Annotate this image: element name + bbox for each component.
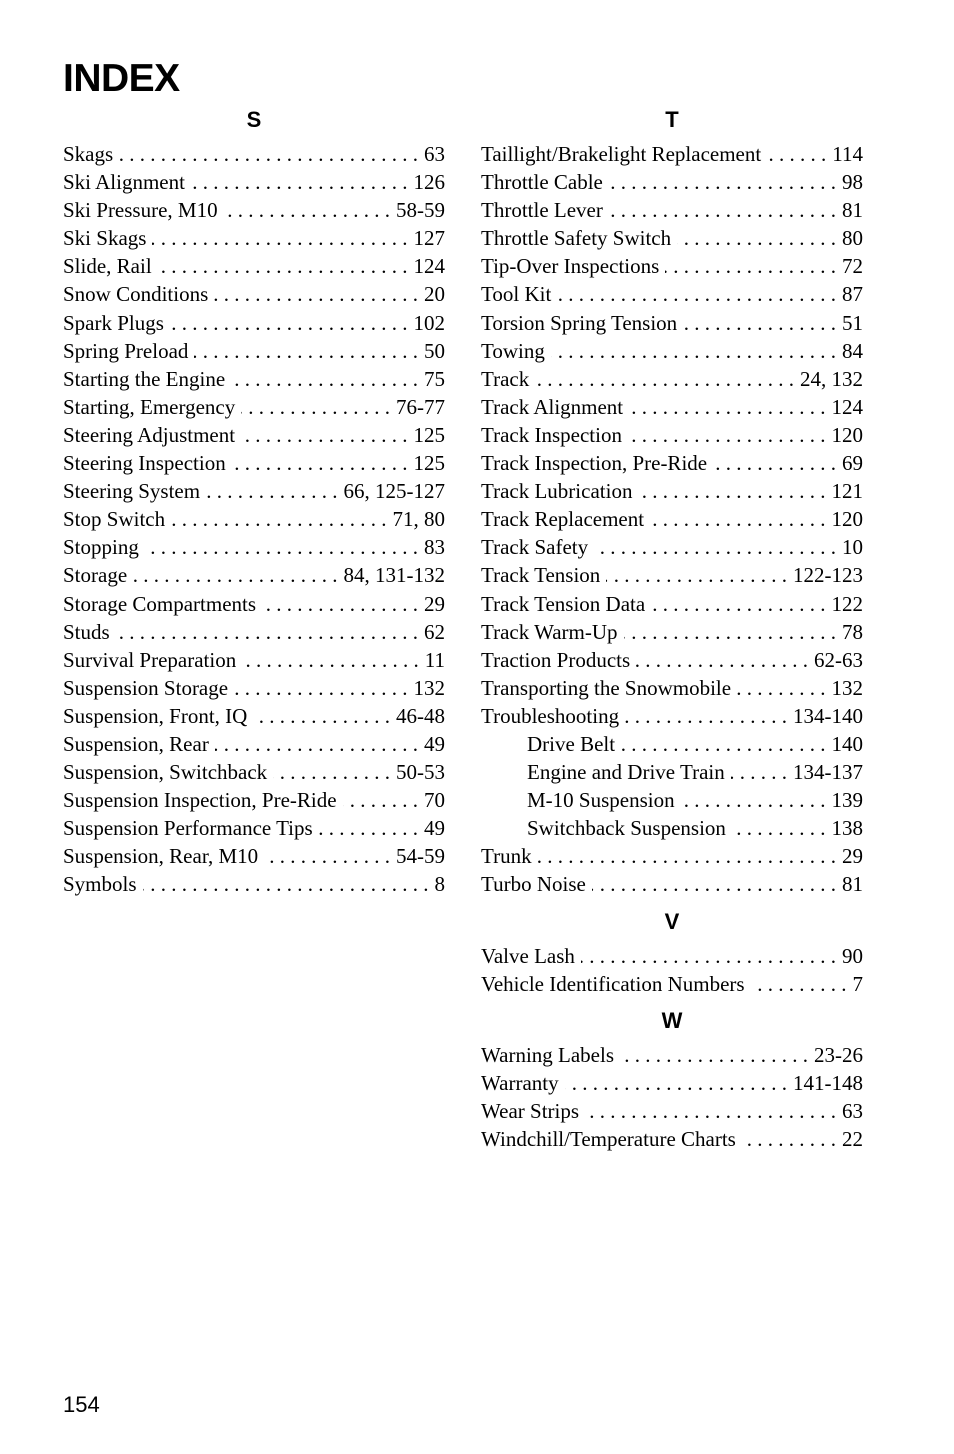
entry-page-numbers: 11 (424, 647, 445, 672)
dot-leader (143, 870, 429, 898)
index-entry (481, 970, 863, 998)
entry-term: Tool Kit (481, 282, 552, 307)
dot-leader (594, 533, 836, 561)
entry-term: Towing (481, 338, 545, 363)
dot-leader (620, 1041, 808, 1069)
index-entry (481, 561, 863, 589)
dot-leader (158, 252, 408, 280)
entry-term: Traction Products (481, 647, 631, 672)
dot-leader (224, 196, 390, 224)
entry-page-numbers: 54-59 (396, 844, 445, 869)
dot-leader (538, 842, 836, 870)
dot-leader (145, 533, 418, 561)
index-entry (63, 842, 445, 870)
entry-page-numbers: 50 (424, 338, 445, 363)
entry-page-numbers: 63 (424, 142, 445, 166)
entry-page-numbers: 120 (831, 422, 863, 447)
entry-term: Ski Pressure, M10 (63, 198, 218, 223)
index-entry (481, 533, 863, 561)
dot-leader (319, 814, 418, 842)
entry-page-numbers: 102 (413, 310, 445, 335)
entry-term: Track Replacement (481, 507, 645, 532)
entry-page-numbers: 127 (413, 226, 445, 251)
page-number: 154 (63, 1392, 100, 1417)
entry-page-numbers: 49 (424, 731, 445, 756)
dot-leader (767, 140, 826, 168)
entry-page-numbers: 121 (831, 479, 863, 504)
entry-term: Survival Preparation (63, 647, 237, 672)
entry-page-numbers: 29 (424, 591, 445, 616)
entry-term: Taillight/Brakelight Replacement (481, 142, 762, 166)
index-entry (481, 942, 863, 970)
index-section (481, 106, 863, 899)
entry-term: Vehicle Identification Numbers (481, 971, 745, 996)
dot-leader (629, 393, 825, 421)
dot-leader (194, 337, 418, 365)
index-entry (481, 1097, 863, 1125)
entry-page-numbers: 140 (831, 731, 863, 756)
dot-leader (232, 449, 408, 477)
entry-term: Ski Skags (63, 226, 147, 251)
entry-term: Windchill/Temperature Charts (481, 1127, 736, 1151)
entry-page-numbers: 24, 132 (800, 366, 863, 391)
entry-page-numbers: 62-63 (814, 647, 863, 672)
entry-page-numbers: 22 (842, 1127, 863, 1151)
entry-term: Steering Inspection (63, 451, 226, 476)
dot-leader (535, 365, 794, 393)
entry-term: Suspension Performance Tips (63, 816, 313, 841)
index-entry (481, 252, 863, 280)
index-section (481, 908, 863, 998)
dot-leader (621, 730, 825, 758)
index-entry (481, 224, 863, 252)
entry-term: Stop Switch (63, 507, 166, 532)
entry-page-numbers: 62 (424, 619, 445, 644)
dot-leader (581, 942, 836, 970)
entry-term: Track Tension Data (481, 591, 646, 616)
dot-leader (119, 140, 418, 168)
entry-term: Track Inspection (481, 422, 622, 447)
entry-term: Warranty (481, 1070, 559, 1095)
index-entry (481, 168, 863, 196)
dot-leader (191, 168, 408, 196)
entry-term: Skags (63, 142, 114, 166)
dot-leader (241, 421, 407, 449)
entry-page-numbers: 81 (842, 872, 863, 897)
entry-page-numbers: 70 (424, 788, 445, 813)
entry-term: Studs (63, 619, 110, 644)
entry-page-numbers: 83 (424, 535, 445, 560)
entry-term: Throttle Lever (481, 198, 603, 223)
entry-term: Steering Adjustment (63, 422, 236, 447)
index-subentry (481, 786, 863, 814)
index-entry (481, 196, 863, 224)
dot-leader (152, 224, 407, 252)
entry-page-numbers: 125 (413, 451, 445, 476)
dot-leader (241, 393, 390, 421)
entry-term: Track Lubrication (481, 479, 633, 504)
dot-leader (264, 842, 390, 870)
index-entry (63, 337, 445, 365)
entry-page-numbers: 98 (842, 170, 863, 195)
entry-page-numbers: 50-53 (396, 760, 445, 785)
dot-leader (551, 337, 836, 365)
index-column-left (63, 106, 445, 899)
index-entry (481, 505, 863, 533)
entry-page-numbers: 84, 131-132 (343, 563, 445, 588)
dot-leader (624, 618, 836, 646)
dot-leader (650, 505, 825, 533)
index-entry (63, 365, 445, 393)
index-subentry (481, 814, 863, 842)
entry-page-numbers: 84 (842, 338, 863, 363)
index-entry (481, 309, 863, 337)
entry-page-numbers: 124 (831, 394, 863, 419)
entry-page-numbers: 114 (832, 142, 863, 166)
dot-leader (628, 421, 826, 449)
entry-term: Suspension Inspection, Pre-Ride (63, 788, 337, 813)
entry-page-numbers: 120 (831, 507, 863, 532)
index-entry (481, 1069, 863, 1097)
dot-leader (585, 1097, 836, 1125)
dot-leader (651, 590, 825, 618)
entry-term: Storage (63, 563, 128, 588)
entry-term: M-10 Suspension (527, 788, 675, 813)
index-entry (63, 196, 445, 224)
dot-leader (133, 561, 337, 589)
index-entry (481, 477, 863, 505)
entry-term: Suspension, Front, IQ (63, 703, 248, 728)
entry-page-numbers: 46-48 (396, 703, 445, 728)
entry-term: Engine and Drive Train (527, 760, 725, 785)
section-letter-heading: W (661, 1007, 683, 1033)
dot-leader (638, 477, 825, 505)
index-entry (63, 674, 445, 702)
entry-page-numbers: 125 (413, 422, 445, 447)
index-entry (63, 618, 445, 646)
entry-page-numbers: 126 (413, 170, 445, 195)
index-entry (63, 870, 445, 898)
dot-leader (665, 252, 836, 280)
entry-term: Starting the Engine (63, 366, 226, 391)
index-entry (481, 421, 863, 449)
index-entry (481, 449, 863, 477)
dot-leader (206, 477, 337, 505)
entry-term: Turbo Noise (481, 872, 586, 897)
entry-term: Track Safety (481, 535, 589, 560)
entry-page-numbers: 134-137 (793, 760, 863, 785)
entry-term: Suspension, Rear, M10 (63, 844, 259, 869)
page-title: INDEX (63, 57, 180, 100)
index-entry (63, 421, 445, 449)
index-entry (63, 280, 445, 308)
entry-term: Trunk (481, 844, 532, 869)
entry-term: Suspension, Switchback (63, 760, 268, 785)
index-entry (481, 337, 863, 365)
entry-term: Snow Conditions (63, 282, 209, 307)
index-entry (63, 168, 445, 196)
entry-term: Torsion Spring Tension (481, 310, 678, 335)
dot-leader (565, 1069, 787, 1097)
dot-leader (677, 224, 836, 252)
index-entry (63, 477, 445, 505)
dot-leader (609, 196, 836, 224)
dot-leader (737, 674, 825, 702)
section-letter-heading: V (664, 908, 680, 934)
entry-term: Throttle Safety Switch (481, 226, 672, 251)
dot-leader (171, 505, 386, 533)
entry-term: Wear Strips (481, 1098, 580, 1123)
dot-leader (732, 814, 826, 842)
entry-term: Ski Alignment (63, 170, 185, 195)
entry-page-numbers: 69 (842, 451, 863, 476)
entry-term: Troubleshooting (481, 703, 620, 728)
entry-page-numbers: 141-148 (793, 1070, 863, 1095)
entry-term: Valve Lash (481, 943, 575, 968)
index-subentry (481, 730, 863, 758)
index-entry (63, 309, 445, 337)
dot-leader (681, 786, 826, 814)
index-entry (481, 674, 863, 702)
entry-page-numbers: 78 (842, 619, 863, 644)
index-entry (481, 393, 863, 421)
index-section (481, 1007, 863, 1153)
dot-leader (751, 970, 847, 998)
dot-leader (253, 702, 390, 730)
dot-leader (609, 168, 836, 196)
entry-term: Tip-Over Inspections (481, 254, 660, 279)
dot-leader (242, 646, 419, 674)
dot-leader (557, 280, 836, 308)
entry-page-numbers: 7 (852, 971, 863, 996)
index-entry (481, 590, 863, 618)
entry-term: Slide, Rail (63, 254, 152, 279)
index-subentry (481, 758, 863, 786)
entry-term: Spark Plugs (63, 310, 164, 335)
entry-page-numbers: 132 (413, 675, 445, 700)
entry-page-numbers: 29 (842, 844, 863, 869)
dot-leader (116, 618, 418, 646)
index-entry (481, 365, 863, 393)
index-entry (63, 702, 445, 730)
dot-leader (273, 758, 390, 786)
entry-term: Transporting the Snowmobile (481, 675, 732, 700)
index-entry (481, 618, 863, 646)
entry-page-numbers: 81 (842, 198, 863, 223)
entry-term: Stopping (63, 535, 139, 560)
entry-term: Track Warm-Up (481, 619, 618, 644)
entry-page-numbers: 51 (842, 310, 863, 335)
index-entry (63, 533, 445, 561)
index-entry (63, 140, 445, 168)
dot-leader (214, 280, 418, 308)
entry-page-numbers: 20 (424, 282, 445, 307)
entry-page-numbers: 23-26 (814, 1042, 863, 1067)
entry-term: Starting, Emergency (63, 394, 236, 419)
entry-page-numbers: 122 (831, 591, 863, 616)
entry-term: Suspension, Rear (63, 731, 209, 756)
entry-page-numbers: 49 (424, 816, 445, 841)
entry-term: Switchback Suspension (527, 816, 726, 841)
entry-term: Spring Preload (63, 338, 189, 363)
dot-leader (713, 449, 836, 477)
dot-leader (625, 702, 787, 730)
index-entry (63, 786, 445, 814)
entry-term: Drive Belt (527, 731, 616, 756)
entry-page-numbers: 124 (413, 254, 445, 279)
entry-page-numbers: 66, 125-127 (343, 479, 445, 504)
index-entry (63, 252, 445, 280)
entry-page-numbers: 132 (831, 675, 863, 700)
index-entry (481, 646, 863, 674)
index-entry (63, 758, 445, 786)
index-entry (481, 702, 863, 730)
dot-leader (731, 758, 787, 786)
index-entry (481, 1041, 863, 1069)
index-entry (63, 646, 445, 674)
dot-leader (636, 646, 808, 674)
index-entry (63, 505, 445, 533)
entry-term: Symbols (63, 872, 137, 897)
dot-leader (215, 730, 418, 758)
index-entry (63, 561, 445, 589)
entry-page-numbers: 80 (842, 226, 863, 251)
dot-leader (592, 870, 836, 898)
dot-leader (343, 786, 418, 814)
dot-leader (742, 1125, 836, 1153)
index-entry (63, 590, 445, 618)
dot-leader (231, 365, 418, 393)
section-letter-heading: S (246, 107, 262, 132)
index-entry (63, 393, 445, 421)
section-letter-heading: T (665, 107, 679, 132)
dot-leader (683, 309, 836, 337)
entry-term: Throttle Cable (481, 170, 603, 195)
entry-page-numbers: 75 (424, 366, 445, 391)
index-entry (481, 870, 863, 898)
entry-term: Track Alignment (481, 394, 624, 419)
index-entry (481, 1125, 863, 1153)
entry-page-numbers: 10 (842, 535, 863, 560)
index-entry (481, 280, 863, 308)
entry-term: Steering System (63, 479, 201, 504)
entry-page-numbers: 72 (842, 254, 863, 279)
entry-term: Suspension Storage (63, 675, 229, 700)
entry-page-numbers: 8 (434, 872, 445, 897)
dot-leader (170, 309, 408, 337)
index-entry (63, 449, 445, 477)
entry-page-numbers: 134-140 (793, 703, 863, 728)
entry-page-numbers: 87 (842, 282, 863, 307)
entry-page-numbers: 138 (831, 816, 863, 841)
entry-term: Track (481, 366, 530, 391)
index-entry (481, 842, 863, 870)
entry-term: Storage Compartments (63, 591, 257, 616)
entry-page-numbers: 90 (842, 943, 863, 968)
entry-term: Track Inspection, Pre-Ride (481, 451, 708, 476)
entry-term: Track Tension (481, 563, 601, 588)
dot-leader (262, 590, 418, 618)
entry-page-numbers: 76-77 (396, 394, 445, 419)
dot-leader (606, 561, 787, 589)
entry-page-numbers: 122-123 (793, 563, 863, 588)
entry-page-numbers: 63 (842, 1098, 863, 1123)
index-entry (63, 814, 445, 842)
index-entry (63, 730, 445, 758)
dot-leader (234, 674, 407, 702)
entry-page-numbers: 139 (831, 788, 863, 813)
index-entry (481, 140, 863, 168)
entry-page-numbers: 58-59 (396, 198, 445, 223)
index-column-right (481, 106, 863, 1153)
entry-term: Warning Labels (481, 1042, 615, 1067)
index-entry (63, 224, 445, 252)
index-section (63, 106, 445, 899)
entry-page-numbers: 71, 80 (392, 507, 445, 532)
